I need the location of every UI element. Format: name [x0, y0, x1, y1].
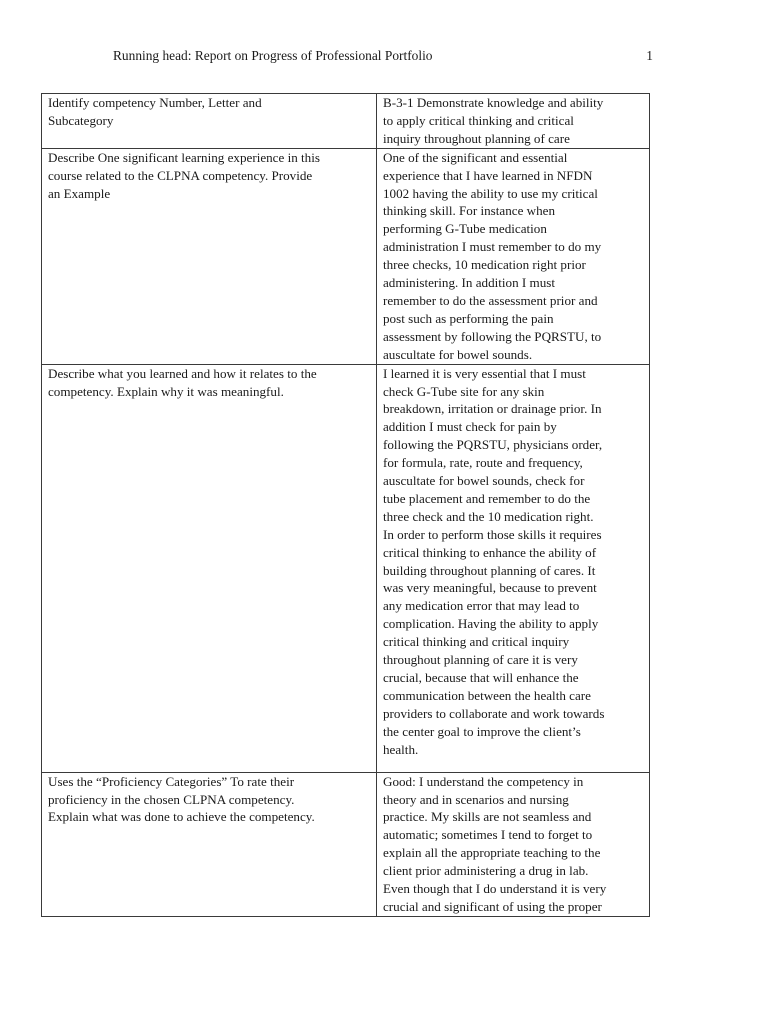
- table-row: [42, 94, 650, 149]
- prompt-text: Uses the “Proficiency Categories” To rate their proficiency in the chosen CLPNA competency. Explain what was done to achieve the competency.: [48, 773, 315, 825]
- table-row: [42, 364, 650, 772]
- table-row: [42, 148, 650, 364]
- prompt-cell: [42, 364, 377, 772]
- running-head-title: Running head: Report on Progress of Professional Portfolio: [113, 48, 433, 63]
- page-number: 1: [646, 48, 653, 63]
- prompt-cell: [42, 148, 377, 364]
- portfolio-table: [41, 93, 650, 917]
- running-header: [113, 46, 655, 66]
- response-text: I learned it is very essential that I must check G-Tube site for any skin breakdown, irritation or drainage prior. In addition I must check for pain by following the PQRSTU, physicians order, for formula, rate, route and frequency, auscultate for bowel sounds, check for tube placement and remember to do the three check and the 10 medication right. In order to perform those skills it requires critical thinking to enhance the ability of building throughout planning of cares. It was very meaningful, because to prevent any medication error that may lead to complication. Having the ability to apply critical thinking and critical inquiry throughout planning of care it is very crucial, because that will enhance the communication between the health care providers to collaborate and work towards the center goal to improve the client’s health.: [383, 365, 605, 757]
- response-text: B-3-1 Demonstrate knowledge and ability to apply critical thinking and critical inquiry throughout planning of care: [383, 95, 604, 146]
- table-row: [42, 772, 650, 916]
- prompt-text: Describe One significant learning experience in this course related to the CLPNA competency. Provide an Example: [48, 149, 320, 201]
- response-cell: [377, 364, 650, 772]
- prompt-text: Describe what you learned and how it relates to the competency. Explain why it was meaningful.: [48, 365, 317, 399]
- response-cell: [377, 772, 650, 916]
- response-text: One of the significant and essential experience that I have learned in NFDN 1002 having the ability to use my critical thinking skill. For instance when performing G-Tube medication administration I must remember to do my three checks, 10 medication right prior administering. In addition I must remember to do the assessment prior and post such as performing the pain assessment by following the PQRSTU, to auscultate for bowel sounds.: [383, 149, 602, 362]
- response-cell: [377, 94, 650, 149]
- response-cell: [377, 148, 650, 364]
- prompt-cell: [42, 94, 377, 149]
- response-text: Good: I understand the competency in theory and in scenarios and nursing practice. My skills are not seamless and automatic; sometimes I tend to forget to explain all the appropriate teaching to the client prior administering a drug in lab. Even though that I do understand it is very crucial and significant of using the proper: [383, 773, 607, 914]
- prompt-cell: [42, 772, 377, 916]
- prompt-text: Identify competency Number, Letter and Subcategory: [48, 95, 262, 128]
